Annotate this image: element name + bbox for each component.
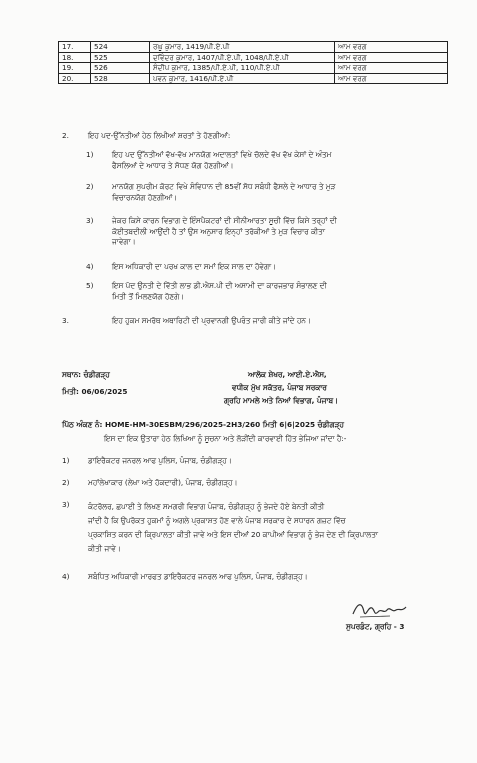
place: ਸਥਾਨ: ਚੰਡੀਗੜ੍ਹ xyxy=(62,370,110,379)
recipient-line: ਜਾਂਦੀ ਹੈ ਕਿ ਉਪਰੋਕਤ ਹੁਕਮਾਂ ਨੂੰ ਅਗਲੇ ਪ੍ਰਕਾਸ਼ਤ ਹੋਣ ਵਾਲੇ ਪੰਜਾਬ ਸਰਕਾਰ ਦੇ ਸਧਾਰਨ ਗਜ਼ਟ ਵਿੱਚ xyxy=(88,516,346,525)
table-cell-code: 528 xyxy=(91,73,150,84)
condition-3 xyxy=(112,216,432,248)
section-3-number: 3. xyxy=(62,316,69,325)
condition-line: ਵਿਚਾਰਨਯੋਗ ਹੋਣਗੀਆਂ। xyxy=(112,192,178,202)
section-3-text: ਇਹ ਹੁਕਮ ਸਮਰੱਥ ਅਥਾਰਿਟੀ ਦੀ ਪ੍ਰਵਾਨਗੀ ਉਪਰੰਤ ਜਾਰੀ ਕੀਤੇ ਜਾਂਦੇ ਹਨ। xyxy=(112,316,311,325)
table-cell-category: ਆਮ ਵਰਗ xyxy=(335,63,448,74)
table-cell-name: ਸੰਦੀਪ ਕੁਮਾਰ, 1385/ਪੀ.ਏ.ਪੀ, 110/ਪੀ.ਏ.ਪੀ xyxy=(150,63,335,74)
table-cell-code: 525 xyxy=(91,52,150,63)
recipient-line: ਕੀਤੀ ਜਾਵੇ। xyxy=(88,544,121,553)
table-row xyxy=(59,52,448,63)
section-2-heading: ਇਹ ਪਦ-ਉੱਨਤੀਆਂ ਹੇਠ ਲਿਖੀਆਂ ਸ਼ਰਤਾਂ ਤੇ ਹੋਣਗੀਆਂ: xyxy=(88,131,231,140)
promotion-table xyxy=(58,41,448,84)
condition-line: ਮਾਨਯੋਗ ਸੁਪਰੀਮ ਕੋਰਟ ਵਿਖੇ ਸੰਵਿਧਾਨ ਦੀ 85ਵੀਂ ਸੋਧ ਸਬੰਧੀ ਫੈਸਲੇ ਦੇ ਆਧਾਰ ਤੇ ਮੁੜ xyxy=(112,182,336,191)
recipient-number: 3) xyxy=(62,500,70,509)
table-cell-code: 526 xyxy=(91,63,150,74)
condition-2 xyxy=(112,182,432,203)
condition-line: ਇਹ ਪਦ ਉੱਨਤੀਆਂ ਵੱਖ-ਵੱਖ ਮਾਨਯੋਗ ਅਦਾਲਤਾਂ ਵਿਖੇ ਚੱਲਦੇ ਵੱਖ ਵੱਖ ਕੇਸਾਂ ਦੇ ਅੰਤਮ xyxy=(112,150,332,159)
table-cell-name: ਦਵਿੰਦਰ ਕੁਮਾਰ, 1407/ਪੀ.ਏ.ਪੀ, 1048/ਪੀ.ਏ.ਪੀ xyxy=(150,52,335,63)
recipient-3 xyxy=(88,500,434,556)
endorsement-number: ਪਿੱਠ ਅੰਕਣ ਨੰ: HOME-HM-30ESBM/296/2025-2H3/260 ਮਿਤੀ 6|6|2025 ਚੰਡੀਗੜ੍ਹ xyxy=(62,420,344,429)
condition-line: ਜੇਕਰ ਕਿਸੇ ਕਾਰਨ ਵਿਭਾਗ ਦੇ ਇੰਸਪੈਕਟਰਾਂ ਦੀ ਸੀਨੀਆਰਤਾ ਸੂਚੀ ਵਿੱਚ ਕਿਸੇ ਤਰ੍ਹਾਂ ਦੀ xyxy=(112,216,337,225)
condition-line: ਮਿਤੀ ਤੋਂ ਮਿਲਣਯੋਗ ਹੋਣਗੇ। xyxy=(112,291,185,301)
table-cell-category: ਆਮ ਵਰਗ xyxy=(335,73,448,84)
recipient-1: ਡਾਇਰੈਕਟਰ ਜਨਰਲ ਆਫ ਪੁਲਿਸ, ਪੰਜਾਬ, ਚੰਡੀਗੜ੍ਹ। xyxy=(88,456,232,465)
condition-line: ਇਸ ਪੱਦ ਉਨਤੀ ਦੇ ਵਿੱਤੀ ਲਾਭ ਡੀ.ਐਸ.ਪੀ ਦੀ ਅਸਾਮੀ ਦਾ ਕਾਰਜਭਾਰ ਸੰਭਾਲਣ ਦੀ xyxy=(112,281,327,290)
signatory-designation: ਵਧੀਕ ਮੁੱਖ ਸਕੱਤਰ, ਪੰਜਾਬ ਸਰਕਾਰ xyxy=(232,383,327,392)
condition-line: ਫੈਸਲਿਆਂ ਦੇ ਆਧਾਰ ਤੇ ਸੋਧਣ ਯੋਗ ਹੋਣਗੀਆਂ। xyxy=(112,160,234,170)
table-cell-category: ਆਮ ਵਰਗ xyxy=(335,52,448,63)
signatory-department: ਗ੍ਰਹਿ ਮਾਮਲੇ ਅਤੇ ਨਿਆਂ ਵਿਭਾਗ, ਪੰਜਾਬ। xyxy=(224,396,338,405)
table-cell-sr: 20. xyxy=(59,73,91,84)
table-cell-sr: 19. xyxy=(59,63,91,74)
condition-number: 2) xyxy=(86,182,94,191)
issue-date: ਮਿਤੀ: 06/06/2025 xyxy=(62,387,128,396)
condition-1 xyxy=(112,150,432,171)
section-2-number: 2. xyxy=(62,131,69,140)
condition-number: 5) xyxy=(86,281,94,290)
recipient-number: 4) xyxy=(62,572,70,581)
recipient-2: ਮਹਾਂਲੇਖਾਕਾਰ (ਲੇਖਾ ਅਤੇ ਹੱਕਦਾਰੀ), ਪੰਜਾਬ, ਚੰਡੀਗੜ੍ਹ। xyxy=(88,478,238,487)
recipient-number: 1) xyxy=(62,456,70,465)
footer-designation: ਸੁਪਰਡੰਟ, ਗ੍ਰਹਿ - 3 xyxy=(346,622,405,631)
table-row xyxy=(59,63,448,74)
table-row xyxy=(59,73,448,84)
recipient-line: ਪ੍ਰਕਾਸ਼ਿਤ ਕਰਨ ਦੀ ਕ੍ਰਿਪਾਲਤਾ ਕੀਤੀ ਜਾਵੇ ਅਤੇ ਇਸ ਦੀਆਂ 20 ਕਾਪੀਆਂ ਵਿਭਾਗ ਨੂੰ ਭੇਜ ਦੇਣ ਦੀ ਕ੍ਰਿਪਾਲਤਾ xyxy=(88,530,378,539)
condition-4 xyxy=(112,262,432,273)
condition-number: 1) xyxy=(86,150,94,159)
recipient-number: 2) xyxy=(62,478,70,487)
condition-5 xyxy=(112,281,432,302)
table-cell-sr: 18. xyxy=(59,52,91,63)
signatory-name: ਆਲੋਕ ਸ਼ੇਖਰ, ਆਈ.ਏ.ਐਸ, xyxy=(248,370,327,379)
endorsement-intro: ਇਸ ਦਾ ਇਕ ਉਤਾਰਾ ਹੇਠ ਲਿਖਿਆ ਨੂੰ ਸੂਚਨਾ ਅਤੇ ਲੋੜੀਂਦੀ ਕਾਰਵਾਈ ਹਿੱਤ ਭੇਜਿਆ ਜਾਂਦਾ ਹੈ:- xyxy=(104,434,347,443)
table-cell-name: ਰਘੂ ਕੁਮਾਰ, 1419/ਪੀ.ਏ.ਪੀ xyxy=(150,42,335,53)
table-cell-sr: 17. xyxy=(59,42,91,53)
table-cell-category: ਆਮ ਵਰਗ xyxy=(335,42,448,53)
condition-number: 4) xyxy=(86,262,94,271)
handwritten-signature xyxy=(350,598,410,622)
condition-line: ਇਸ ਅਧਿਕਾਰੀ ਦਾ ਪਰਖ ਕਾਲ ਦਾ ਸਮਾਂ ਇਕ ਸਾਲ ਦਾ ਹੋਵੇਗਾ। xyxy=(112,262,277,271)
table-row xyxy=(59,42,448,53)
recipient-line: ਕੰਟਰੋਲਰ, ਛਪਾਈ ਤੇ ਲਿਖਣ ਸਮਗਰੀ ਵਿਭਾਗ ਪੰਜਾਬ, ਚੰਡੀਗੜ੍ਹ ਨੂੰ ਭੇਜਦੇ ਹੋਏ ਬੇਨਤੀ ਕੀਤੀ xyxy=(88,502,325,511)
table-cell-code: 524 xyxy=(91,42,150,53)
condition-line: ਜਾਵੇਗਾ। xyxy=(112,237,136,246)
table-cell-name: ਪਵਨ ਕੁਮਾਰ, 1416/ਪੀ.ਏ.ਪੀ xyxy=(150,73,335,84)
condition-line: ਕੋਈਤਬਦੀਲੀ ਆਉਂਦੀ ਹੈ ਤਾਂ ਉਸ ਅਨੁਸਾਰ ਇਨ੍ਹਾਂ ਤਰੱਕੀਆਂ ਤੇ ਮੁੜ ਵਿਚਾਰ ਕੀਤਾ xyxy=(112,226,325,236)
recipient-4: ਸਬੰਧਿਤ ਅਧਿਕਾਰੀ ਮਾਰਫਤ ਡਾਇਰੈਕਟਰ ਜਨਰਲ ਆਫ ਪੁਲਿਸ, ਪੰਜਾਬ, ਚੰਡੀਗੜ੍ਹ। xyxy=(88,572,308,581)
condition-number: 3) xyxy=(86,216,94,225)
